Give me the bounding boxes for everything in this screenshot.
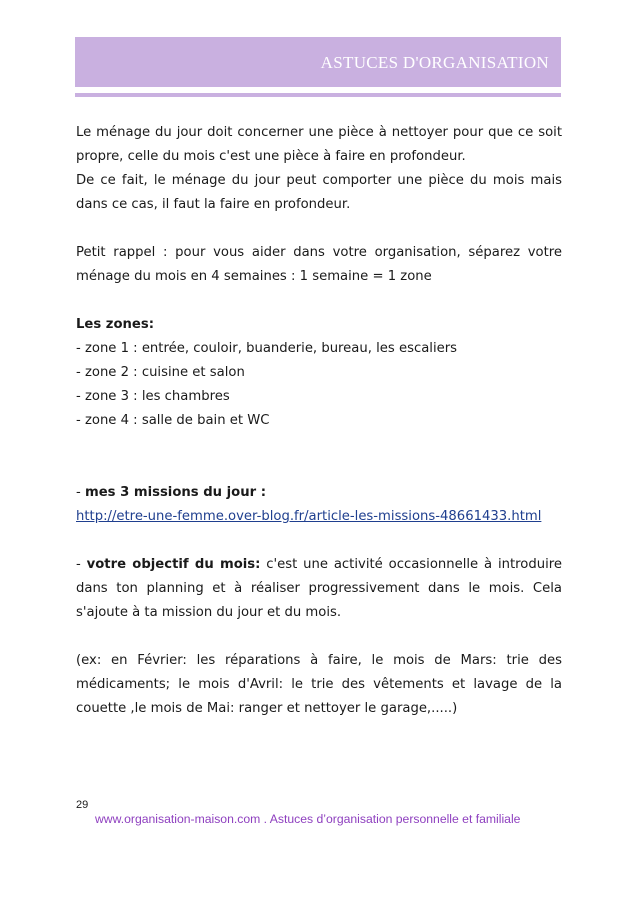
zone-item: - zone 3 : les chambres (76, 389, 230, 404)
paragraph-de-ce-fait: De ce fait, le ménage du jour peut comporter une pièce du mois mais dans ce cas, il faut la faire en profondeur. (76, 173, 562, 212)
paragraph-petit-rappel: Petit rappel : pour vous aider dans votre organisation, séparez votre ménage du mois en 4 semaines : 1 semaine = 1 zone (76, 245, 562, 284)
paragraph-example: (ex: en Février: les réparations à faire, le mois de Mars: trie des médicaments; le mois d'Avril: le trie des vêtements et lavage de la couette ,le mois de Mai: ranger et nettoyer le garage,.....) (76, 653, 562, 716)
paragraph-objectif (76, 553, 562, 625)
paragraph-menage-jour: Le ménage du jour doit concerner une pièce à nettoyer pour que ce soit propre, celle du mois c'est une pièce à faire en profondeur. (76, 125, 562, 164)
missions-line (76, 481, 562, 505)
page-content (76, 121, 562, 721)
footer-text: www.organisation-maison.com . Astuces d’organisation personnelle et familiale (95, 812, 521, 826)
header-banner (75, 37, 561, 87)
zones-heading: Les zones: (76, 317, 154, 332)
missions-dash: - (76, 485, 85, 500)
header-title: ASTUCES D'ORGANISATION (320, 53, 549, 72)
missions-link-line (76, 505, 562, 529)
missions-heading: mes 3 missions du jour : (84, 485, 266, 500)
zone-item: - zone 1 : entrée, couloir, buanderie, bureau, les escaliers (76, 341, 458, 356)
objectif-text: c'est une activité occasionnelle à introduire dans ton planning et à réaliser progressivement dans le mois. Cela s'ajoute à ta mission du jour et du mois. (76, 557, 562, 620)
zone-item: - zone 4 : salle de bain et WC (76, 413, 270, 428)
objectif-dash: - (76, 557, 87, 572)
objectif-heading: votre objectif du mois: (86, 557, 261, 572)
zone-item: - zone 2 : cuisine et salon (76, 365, 245, 380)
missions-link[interactable]: http://etre-une-femme.over-blog.fr/article-les-missions-48661433.html (76, 509, 542, 524)
header-divider (75, 93, 561, 97)
page-number: 29 (76, 799, 89, 811)
